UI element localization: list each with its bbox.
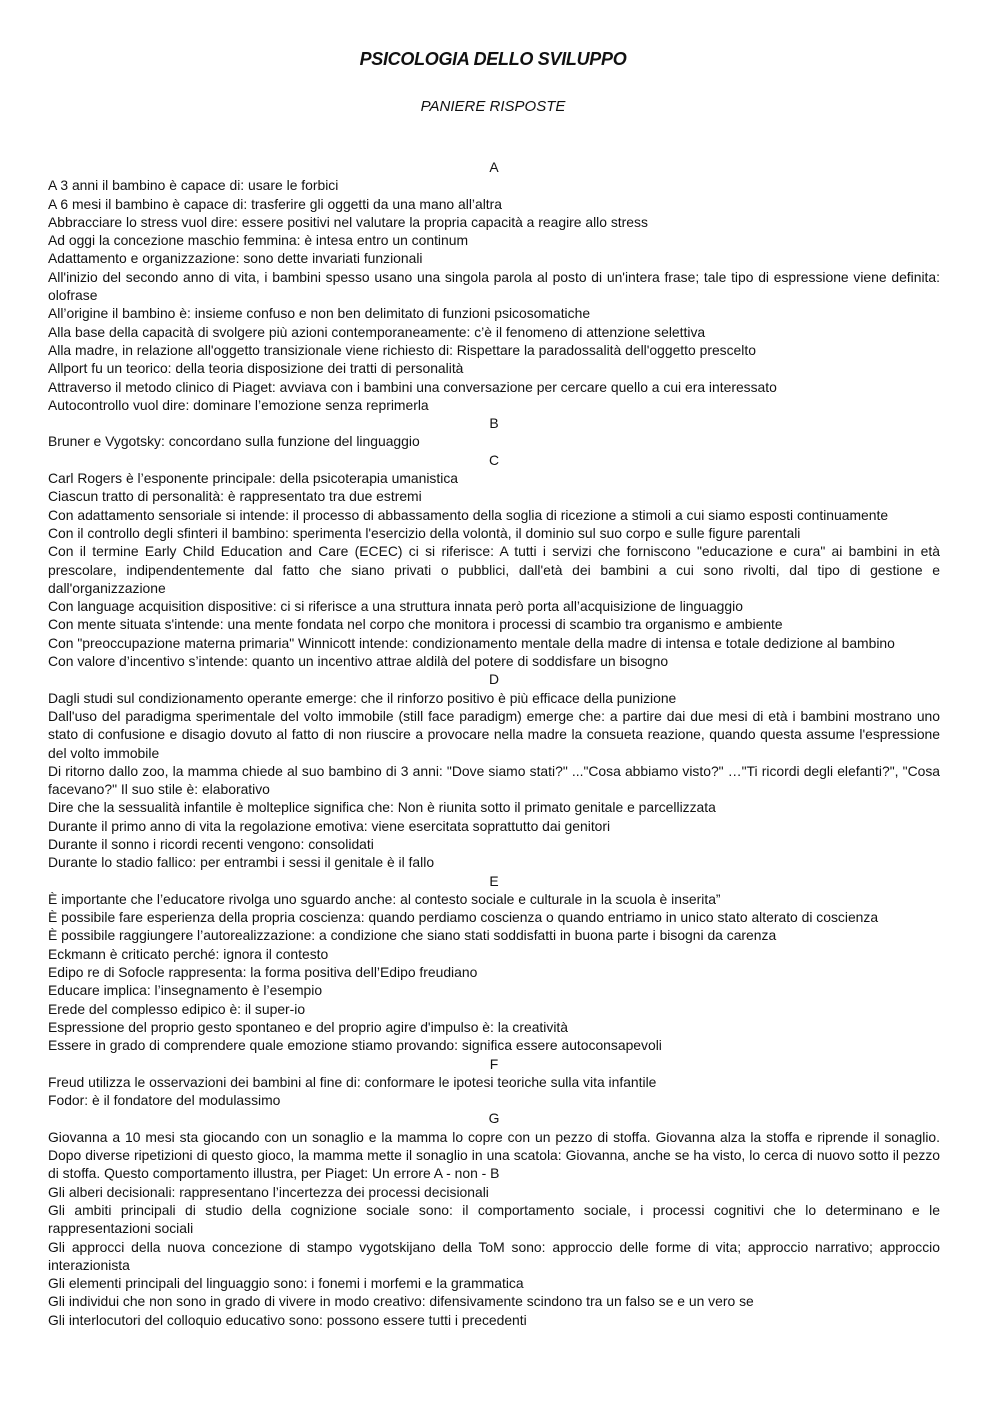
answer-entry: Con "preoccupazione materna primaria" Winnicott intende: condizionamento mentale della madre di intensa e totale dedizione al bambino (48, 634, 895, 651)
answer-entry: Ad oggi la concezione maschio femmina: è intesa entro un continum (48, 232, 469, 249)
section-letter: C (488, 451, 500, 468)
section-letter: B (489, 415, 499, 432)
answer-entry: Di ritorno dallo zoo, la mamma chiede al suo bambino di 3 anni: "Dove siamo stati?" ..."Cosa abbiamo visto?" …"Ti ricordi degli elefanti?", "Cosa facevano?" Il suo stile è: elaborativo (48, 762, 940, 798)
answer-entry: Gli ambiti principali di studio della cognizione sociale sono: il comportamento sociale, i processi cognitivi che lo determinano e le rappresentazioni sociali (48, 1201, 940, 1237)
answer-entry: Alla base della capacità di svolgere più azioni contemporaneamente: c’è il fenomeno di attenzione selettiva (48, 323, 706, 340)
answer-entry: Espressione del proprio gesto spontaneo e del proprio agire d'impulso è: la creatività (48, 1018, 568, 1035)
answer-entry: Allport fu un teorico: della teoria disposizione dei tratti di personalità (48, 360, 464, 377)
page-title: PSICOLOGIA DELLO SVILUPPO (359, 49, 627, 69)
answer-entry: Adattamento e organizzazione: sono dette invariati funzionali (48, 250, 423, 267)
answer-entry: A 6 mesi il bambino è capace di: trasferire gli oggetti da una mano all’altra (48, 195, 503, 212)
section-letter: D (488, 671, 500, 688)
answer-entry: Con il controllo degli sfinteri il bambino: sperimenta l'esercizio della volontà, il dominio sul suo corpo e sulle figure parentali (48, 524, 801, 541)
answer-entry: Autocontrollo vuol dire: dominare l’emozione senza reprimerla (48, 396, 429, 413)
answer-entry: Con il termine Early Child Education and Care (ECEC) ci si riferisce: A tutti i servizi che forniscono "educazione e cura" ai bambini in età prescolare, indipendentemente dal fatto che siano privati o pubblici, dall'età dei bambini a cui sono rivolti, dal tipo di gestione e dall'organizzazione (48, 543, 940, 596)
answer-entry: Dall'uso del paradigma sperimentale del volto immobile (still face paradigm) emerge che: a partire dai due mesi di età i bambini mostrano uno stato di confusione e disagio dovuto al fatto di non riuscire a provocare nella madre la consueta reazione, quando questa assume l'espressione del volto immobile (48, 707, 940, 761)
answer-entry: È possibile raggiungere l’autorealizzazione: a condizione che siano stati soddisfatti in buona parte i bisogni da carenza (48, 927, 777, 944)
answer-entry: Essere in grado di comprendere quale emozione stiamo provando: significa essere autoconsapevoli (48, 1037, 662, 1054)
section-letter: E (489, 872, 499, 889)
answer-entry: Carl Rogers è l’esponente principale: della psicoterapia umanistica (48, 470, 458, 487)
answer-entry: Freud utilizza le osservazioni dei bambini al fine di: conformare le ipotesi teoriche sulla vita infantile (48, 1073, 657, 1090)
answer-entry: Durante lo stadio fallico: per entrambi i sessi il genitale è il fallo (48, 854, 435, 871)
answer-entry: A 3 anni il bambino è capace di: usare le forbici (48, 177, 339, 194)
answer-entry: Durante il primo anno di vita la regolazione emotiva: viene esercitata soprattutto dai genitori (48, 817, 611, 834)
section-letter: A (489, 159, 499, 175)
section-letter: F (489, 1055, 499, 1072)
answer-entry: All'inizio del secondo anno di vita, i bambini spesso usano una singola parola al posto di un'intera frase; tale tipo di espressione viene definita: olofrase (48, 268, 940, 304)
answer-entry: Durante il sonno i ricordi recenti vengono: consolidati (48, 835, 374, 852)
answer-entry: Alla madre, in relazione all'oggetto transizionale viene richiesto di: Rispettare la paradossalità dell'oggetto prescelto (48, 341, 756, 358)
answer-entry: Eckmann è criticato perché: ignora il contesto (48, 945, 329, 962)
answer-entry: Dire che la sessualità infantile è molteplice significa che: Non è riunita sotto il primato genitale e parcellizzata (48, 799, 716, 816)
answer-entry: È possibile fare esperienza della propria coscienza: quando perdiamo coscienza o quando entriamo in unico stato alterato di coscienza (48, 909, 879, 926)
answer-entry: Edipo re di Sofocle rappresenta: la forma positiva dell’Edipo freudiano (48, 964, 478, 981)
answers-list (48, 158, 940, 1329)
answer-entry: Educare implica: l’insegnamento è l’esempio (48, 982, 323, 999)
answer-entry: È importante che l’educatore rivolga uno sguardo anche: al contesto sociale e culturale in la scuola è inserita” (48, 890, 721, 907)
answer-entry: Con language acquisition dispositive: ci si riferisce a una struttura innata però porta all’acquisizione de linguaggio (48, 598, 743, 615)
answer-entry: All’origine il bambino è: insieme confuso e non ben delimitato di funzioni psicosomatiche (48, 305, 591, 322)
answer-entry: Dagli studi sul condizionamento operante emerge: che il rinforzo positivo è più efficace della punizione (48, 689, 677, 706)
answer-entry: Attraverso il metodo clinico di Piaget: avviava con i bambini una conversazione per cercare quello a cui era interessato (48, 378, 777, 395)
answer-entry: Gli elementi principali del linguaggio sono: i fonemi i morfemi e la grammatica (48, 1275, 524, 1292)
answer-entry: Con adattamento sensoriale si intende: il processo di abbassamento della soglia di ricezione a stimoli a cui siamo esposti continuamente (48, 506, 889, 523)
answer-entry: Erede del complesso edipico è: il super-io (48, 1000, 306, 1017)
answer-entry: Abbracciare lo stress vuol dire: essere positivi nel valutare la propria capacità a reagire allo stress (48, 213, 648, 230)
answer-entry: Con valore d’incentivo s’intende: quanto un incentivo attrae aldilà del potere di soddisfare un bisogno (48, 653, 669, 670)
answer-entry: Gli individui che non sono in grado di vivere in modo creativo: difensivamente scindono tra un falso se e un vero se (48, 1293, 754, 1310)
answer-entry: Con mente situata s'intende: una mente fondata nel corpo che monitora i processi di scambio tra organismo e ambiente (48, 616, 783, 633)
answer-entry: Gli alberi decisionali: rappresentano l’incertezza dei processi decisionali (48, 1183, 489, 1200)
answer-entry: Gli interlocutori del colloquio educativo sono: possono essere tutti i precedenti (48, 1311, 527, 1328)
answer-entry: Giovanna a 10 mesi sta giocando con un sonaglio e la mamma lo copre con un pezzo di stoffa. Giovanna alza la stoffa e riprende il sonaglio. Dopo diverse ripetizioni di questo gioco, la mamma mette il sonaglio in una scatola: Giovanna, anche se ha visto, lo cerca di nuovo sotto il pezzo di stoffa. Questo comportamento illustra, per Piaget: Un errore A - non - B (48, 1128, 940, 1182)
section-letter: G (488, 1110, 500, 1127)
answer-entry: Gli approcci della nuova concezione di stampo vygotskijano della ToM sono: approccio delle forme di vita; approccio narrativo; approccio interazionista (48, 1238, 940, 1273)
page-subtitle: PANIERE RISPOSTE (420, 98, 566, 115)
answer-entry: Ciascun tratto di personalità: è rappresentato tra due estremi (48, 488, 422, 505)
answer-entry: Fodor: è il fondatore del modulassimo (48, 1092, 281, 1109)
answer-entry: Bruner e Vygotsky: concordano sulla funzione del linguaggio (48, 433, 420, 450)
